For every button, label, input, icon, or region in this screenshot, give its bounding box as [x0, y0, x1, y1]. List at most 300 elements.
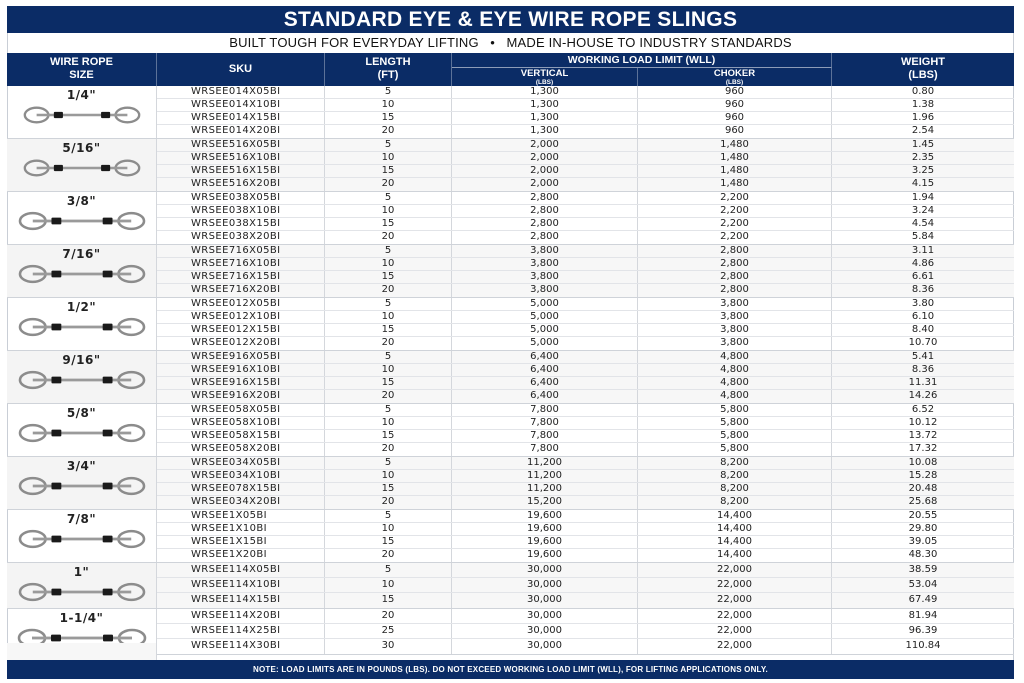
vertical-wll-cell: 3,800 [452, 258, 638, 270]
length-cell: 20 [325, 549, 452, 562]
weight-cell: 4.86 [911, 258, 935, 269]
vertical-wll-cell: 5,000 [452, 311, 638, 323]
weight-cell: 1.94 [911, 192, 935, 203]
vertical-wll-cell: 3,800 [452, 271, 638, 283]
header-size-line1: WIRE ROPE [50, 56, 113, 68]
table-row [157, 404, 1014, 417]
sku-cell: WRSEE114X30BI [157, 639, 325, 654]
choker-wll-cell: 2,200 [638, 218, 832, 230]
weight-cell: 1.38 [911, 99, 935, 110]
choker-wll-cell: 4,800 [638, 390, 832, 403]
header-vertical-unit: (LBS) [535, 79, 554, 86]
vertical-wll-cell: 3,800 [452, 284, 638, 297]
table-row [157, 457, 1014, 470]
vertical-wll-cell: 1,300 [452, 86, 638, 98]
weight-cell: 8.36 [911, 284, 935, 295]
length-cell: 10 [325, 311, 452, 323]
size-group [7, 298, 1014, 351]
vertical-wll-cell: 30,000 [452, 639, 638, 654]
table-row [157, 125, 1014, 138]
sku-cell: WRSEE014X10BI [157, 99, 325, 111]
choker-wll-cell: 5,800 [638, 430, 832, 442]
weight-cell: 96.39 [908, 625, 938, 636]
length-cell: 10 [325, 417, 452, 429]
length-cell: 20 [325, 390, 452, 403]
table-row [157, 609, 1014, 624]
wire-rope-sling-icon [18, 422, 146, 444]
vertical-wll-cell: 30,000 [452, 593, 638, 608]
weight-cell: 0.80 [911, 86, 935, 97]
weight-cell: 8.36 [911, 364, 935, 375]
size-group [7, 86, 1014, 139]
choker-wll-cell: 3,800 [638, 324, 832, 336]
length-cell: 25 [325, 624, 452, 638]
choker-wll-cell: 2,200 [638, 192, 832, 204]
table-row [157, 563, 1014, 578]
sku-cell: WRSEE034X10BI [157, 470, 325, 482]
choker-wll-cell: 22,000 [638, 609, 832, 623]
vertical-wll-cell: 2,000 [452, 139, 638, 151]
table-row [157, 578, 1014, 593]
sku-cell: WRSEE916X10BI [157, 364, 325, 376]
sku-cell: WRSEE012X20BI [157, 337, 325, 350]
choker-wll-cell: 5,800 [638, 417, 832, 429]
header-length [325, 53, 452, 86]
weight-cell: 6.10 [911, 311, 935, 322]
header-length-line2: (FT) [377, 69, 399, 81]
size-label: 3/8" [66, 194, 97, 208]
table-row [157, 351, 1014, 364]
header-weight-line1: WEIGHT [901, 56, 945, 68]
size-group [7, 192, 1014, 245]
sku-cell: WRSEE058X15BI [157, 430, 325, 442]
table-row [157, 298, 1014, 311]
vertical-wll-cell: 5,000 [452, 324, 638, 336]
table-row [157, 178, 1014, 191]
choker-wll-cell: 8,200 [638, 496, 832, 509]
sku-cell: WRSEE014X15BI [157, 112, 325, 124]
table-row [157, 86, 1014, 99]
table-row [157, 112, 1014, 125]
choker-wll-cell: 4,800 [638, 351, 832, 363]
vertical-wll-cell: 30,000 [452, 624, 638, 638]
weight-cell: 17.32 [908, 443, 938, 454]
choker-wll-cell: 2,800 [638, 258, 832, 270]
table-row [157, 549, 1014, 562]
vertical-wll-cell: 19,600 [452, 549, 638, 562]
table-row [157, 377, 1014, 390]
sku-cell: WRSEE916X20BI [157, 390, 325, 403]
sku-cell: WRSEE114X10BI [157, 578, 325, 592]
vertical-wll-cell: 11,200 [452, 483, 638, 495]
size-group [7, 510, 1014, 563]
length-cell: 15 [325, 324, 452, 336]
vertical-wll-cell: 1,300 [452, 112, 638, 124]
table-row [157, 258, 1014, 271]
weight-cell: 6.52 [911, 404, 935, 415]
choker-wll-cell: 960 [638, 125, 832, 138]
choker-wll-cell: 22,000 [638, 593, 832, 608]
subtitle-separator: • [490, 35, 496, 50]
length-cell: 20 [325, 284, 452, 297]
sku-cell: WRSEE1X10BI [157, 523, 325, 535]
vertical-wll-cell: 7,800 [452, 404, 638, 416]
header-sku-label: SKU [228, 63, 253, 75]
vertical-wll-cell: 1,300 [452, 125, 638, 138]
weight-cell: 3.80 [911, 298, 935, 309]
table-row [157, 139, 1014, 152]
choker-wll-cell: 14,400 [638, 510, 832, 522]
length-cell: 20 [325, 125, 452, 138]
subtitle [7, 33, 1014, 53]
length-cell: 10 [325, 523, 452, 535]
vertical-wll-cell: 15,200 [452, 496, 638, 509]
size-cell [7, 245, 157, 297]
weight-cell: 20.55 [908, 510, 938, 521]
size-label: 3/4" [66, 459, 97, 473]
weight-cell: 20.48 [908, 483, 938, 494]
choker-wll-cell: 2,200 [638, 205, 832, 217]
weight-cell: 10.08 [908, 457, 938, 468]
choker-wll-cell: 2,200 [638, 231, 832, 244]
table-row [157, 165, 1014, 178]
weight-cell: 2.54 [911, 125, 935, 136]
header-weight [832, 53, 1014, 86]
vertical-wll-cell: 2,800 [452, 205, 638, 217]
table-row [157, 390, 1014, 403]
sku-cell: WRSEE014X20BI [157, 125, 325, 138]
length-cell: 15 [325, 377, 452, 389]
sku-cell: WRSEE078X15BI [157, 483, 325, 495]
sku-cell: WRSEE114X15BI [157, 593, 325, 608]
table-row [157, 536, 1014, 549]
size-group [7, 563, 1014, 609]
wire-rope-sling-icon [18, 581, 146, 603]
sku-cell: WRSEE038X05BI [157, 192, 325, 204]
choker-wll-cell: 22,000 [638, 563, 832, 577]
length-cell: 5 [325, 298, 452, 310]
length-cell: 20 [325, 178, 452, 191]
length-cell: 15 [325, 593, 452, 608]
table-row [157, 364, 1014, 377]
weight-cell: 15.28 [908, 470, 938, 481]
weight-cell: 6.61 [911, 271, 935, 282]
sku-cell: WRSEE012X05BI [157, 298, 325, 310]
size-cell [7, 139, 157, 191]
sku-cell: WRSEE114X05BI [157, 563, 325, 577]
vertical-wll-cell: 2,800 [452, 231, 638, 244]
weight-cell: 3.25 [911, 165, 935, 176]
sku-cell: WRSEE1X20BI [157, 549, 325, 562]
header-choker [638, 68, 832, 86]
size-cell [7, 298, 157, 350]
sku-cell: WRSEE114X20BI [157, 609, 325, 623]
size-label: 7/8" [66, 512, 97, 526]
size-cell [7, 510, 157, 562]
length-cell: 15 [325, 430, 452, 442]
choker-wll-cell: 960 [638, 86, 832, 98]
table-row [157, 496, 1014, 509]
choker-wll-cell: 1,480 [638, 165, 832, 177]
header-sku [157, 53, 325, 86]
table-row [157, 523, 1014, 536]
length-cell: 5 [325, 245, 452, 257]
weight-cell: 39.05 [908, 536, 938, 547]
sku-cell: WRSEE038X10BI [157, 205, 325, 217]
sku-cell: WRSEE014X05BI [157, 86, 325, 98]
weight-cell: 3.11 [911, 245, 935, 256]
length-cell: 10 [325, 578, 452, 592]
table-row [157, 284, 1014, 297]
weight-cell: 53.04 [908, 579, 938, 590]
header-vertical-label: VERTICAL [520, 68, 569, 79]
vertical-wll-cell: 30,000 [452, 609, 638, 623]
choker-wll-cell: 14,400 [638, 523, 832, 535]
choker-wll-cell: 3,800 [638, 311, 832, 323]
vertical-wll-cell: 2,000 [452, 165, 638, 177]
table-row [157, 417, 1014, 430]
table-row [157, 245, 1014, 258]
length-cell: 15 [325, 536, 452, 548]
sku-cell: WRSEE1X05BI [157, 510, 325, 522]
length-cell: 20 [325, 231, 452, 244]
header-working-load-limit: WORKING LOAD LIMIT (WLL) [452, 53, 832, 68]
vertical-wll-cell: 2,800 [452, 192, 638, 204]
sku-cell: WRSEE516X20BI [157, 178, 325, 191]
length-cell: 10 [325, 152, 452, 164]
size-label: 9/16" [62, 353, 101, 367]
vertical-wll-cell: 7,800 [452, 417, 638, 429]
size-cell [7, 563, 157, 608]
vertical-wll-cell: 19,600 [452, 536, 638, 548]
choker-wll-cell: 5,800 [638, 404, 832, 416]
weight-cell: 10.12 [908, 417, 938, 428]
choker-wll-cell: 3,800 [638, 298, 832, 310]
sku-cell: WRSEE716X10BI [157, 258, 325, 270]
weight-cell: 5.84 [911, 231, 935, 242]
sku-cell: WRSEE716X20BI [157, 284, 325, 297]
weight-cell: 81.94 [908, 610, 938, 621]
header-choker-label: CHOKER [713, 68, 756, 79]
choker-wll-cell: 22,000 [638, 624, 832, 638]
subtitle-right: MADE IN-HOUSE TO INDUSTRY STANDARDS [506, 35, 792, 50]
table-row [157, 593, 1014, 608]
weight-cell: 14.26 [908, 390, 938, 401]
length-cell: 10 [325, 205, 452, 217]
vertical-wll-cell: 6,400 [452, 377, 638, 389]
length-cell: 15 [325, 271, 452, 283]
weight-cell: 10.70 [908, 337, 938, 348]
choker-wll-cell: 8,200 [638, 457, 832, 469]
size-group [7, 139, 1014, 192]
length-cell: 20 [325, 609, 452, 623]
page-title: STANDARD EYE & EYE WIRE ROPE SLINGS [7, 6, 1014, 33]
weight-cell: 67.49 [908, 594, 938, 605]
header-wire-rope-size [7, 53, 157, 86]
choker-wll-cell: 1,480 [638, 139, 832, 151]
header-length-line1: LENGTH [365, 56, 411, 68]
size-group [7, 351, 1014, 404]
table-row [157, 205, 1014, 218]
size-label: 5/16" [62, 141, 101, 155]
choker-wll-cell: 22,000 [638, 639, 832, 654]
length-cell: 15 [325, 483, 452, 495]
table-row [157, 99, 1014, 112]
weight-cell: 13.72 [908, 430, 938, 441]
sku-cell: WRSEE716X05BI [157, 245, 325, 257]
wire-rope-sling-icon [18, 316, 146, 338]
weight-cell: 1.96 [911, 112, 935, 123]
table-row [157, 271, 1014, 284]
wire-rope-sling-icon [18, 210, 146, 232]
vertical-wll-cell: 30,000 [452, 578, 638, 592]
weight-cell: 2.35 [911, 152, 935, 163]
table-row [157, 231, 1014, 244]
size-group [7, 457, 1014, 510]
table-spacer [7, 643, 1014, 660]
wire-rope-sling-icon [18, 528, 146, 550]
vertical-wll-cell: 2,000 [452, 178, 638, 191]
vertical-wll-cell: 2,000 [452, 152, 638, 164]
table-row [157, 430, 1014, 443]
weight-cell: 11.31 [908, 377, 938, 388]
length-cell: 20 [325, 443, 452, 456]
wire-rope-sling-icon [23, 157, 141, 179]
size-group [7, 245, 1014, 298]
length-cell: 5 [325, 139, 452, 151]
choker-wll-cell: 8,200 [638, 483, 832, 495]
sku-cell: WRSEE012X10BI [157, 311, 325, 323]
vertical-wll-cell: 5,000 [452, 298, 638, 310]
length-cell: 10 [325, 470, 452, 482]
size-label: 1" [73, 565, 90, 579]
sku-cell: WRSEE516X05BI [157, 139, 325, 151]
vertical-wll-cell: 3,800 [452, 245, 638, 257]
sku-cell: WRSEE038X15BI [157, 218, 325, 230]
weight-cell: 5.41 [911, 351, 935, 362]
length-cell: 30 [325, 639, 452, 654]
vertical-wll-cell: 7,800 [452, 430, 638, 442]
size-cell [7, 86, 157, 138]
table-row [157, 470, 1014, 483]
choker-wll-cell: 2,800 [638, 271, 832, 283]
sku-cell: WRSEE058X10BI [157, 417, 325, 429]
table-row [157, 337, 1014, 350]
sku-cell: WRSEE716X15BI [157, 271, 325, 283]
choker-wll-cell: 8,200 [638, 470, 832, 482]
length-cell: 10 [325, 364, 452, 376]
weight-cell: 29.80 [908, 523, 938, 534]
sku-cell: WRSEE916X15BI [157, 377, 325, 389]
length-cell: 10 [325, 258, 452, 270]
choker-wll-cell: 960 [638, 99, 832, 111]
table-row [157, 483, 1014, 496]
size-label: 1/2" [66, 300, 97, 314]
choker-wll-cell: 3,800 [638, 337, 832, 350]
length-cell: 5 [325, 563, 452, 577]
table-row [157, 192, 1014, 205]
choker-wll-cell: 2,800 [638, 284, 832, 297]
length-cell: 5 [325, 351, 452, 363]
vertical-wll-cell: 2,800 [452, 218, 638, 230]
choker-wll-cell: 2,800 [638, 245, 832, 257]
choker-wll-cell: 4,800 [638, 364, 832, 376]
sling-table [7, 86, 1014, 655]
vertical-wll-cell: 6,400 [452, 364, 638, 376]
choker-wll-cell: 1,480 [638, 152, 832, 164]
length-cell: 15 [325, 112, 452, 124]
length-cell: 15 [325, 218, 452, 230]
weight-cell: 38.59 [908, 564, 938, 575]
sku-cell: WRSEE516X15BI [157, 165, 325, 177]
wire-rope-sling-icon [18, 263, 146, 285]
length-cell: 15 [325, 165, 452, 177]
vertical-wll-cell: 11,200 [452, 470, 638, 482]
weight-cell: 110.84 [905, 640, 941, 651]
choker-wll-cell: 4,800 [638, 377, 832, 389]
weight-cell: 4.15 [911, 178, 935, 189]
length-cell: 5 [325, 457, 452, 469]
table-row [157, 324, 1014, 337]
sku-cell: WRSEE034X05BI [157, 457, 325, 469]
table-row [157, 443, 1014, 456]
footer-note: NOTE: LOAD LIMITS ARE IN POUNDS (LBS). DO NOT EXCEED WORKING LOAD LIMIT (WLL), FOR LIFTING APPLICATIONS ONLY. [7, 660, 1014, 679]
length-cell: 5 [325, 510, 452, 522]
wire-rope-sling-icon [18, 475, 146, 497]
size-cell [7, 192, 157, 244]
wire-rope-sling-icon [23, 104, 141, 126]
choker-wll-cell: 1,480 [638, 178, 832, 191]
choker-wll-cell: 960 [638, 112, 832, 124]
vertical-wll-cell: 1,300 [452, 99, 638, 111]
table-row [157, 218, 1014, 231]
weight-cell: 3.24 [911, 205, 935, 216]
table-row [157, 311, 1014, 324]
length-cell: 10 [325, 99, 452, 111]
sku-cell: WRSEE516X10BI [157, 152, 325, 164]
weight-cell: 48.30 [908, 549, 938, 560]
weight-cell: 1.45 [911, 139, 935, 150]
size-cell [7, 404, 157, 456]
table-row [157, 624, 1014, 639]
vertical-wll-cell: 6,400 [452, 390, 638, 403]
vertical-wll-cell: 19,600 [452, 523, 638, 535]
header-size-line2: SIZE [69, 69, 94, 81]
vertical-wll-cell: 30,000 [452, 563, 638, 577]
header-weight-line2: (LBS) [908, 69, 938, 81]
sku-cell: WRSEE058X05BI [157, 404, 325, 416]
table-row [157, 510, 1014, 523]
choker-wll-cell: 5,800 [638, 443, 832, 456]
weight-cell: 25.68 [908, 496, 938, 507]
sku-cell: WRSEE034X20BI [157, 496, 325, 509]
size-cell [7, 351, 157, 403]
weight-cell: 4.54 [911, 218, 935, 229]
header-vertical [452, 68, 638, 86]
vertical-wll-cell: 5,000 [452, 337, 638, 350]
sku-cell: WRSEE058X20BI [157, 443, 325, 456]
length-cell: 5 [325, 192, 452, 204]
vertical-wll-cell: 11,200 [452, 457, 638, 469]
sku-cell: WRSEE114X25BI [157, 624, 325, 638]
vertical-wll-cell: 7,800 [452, 443, 638, 456]
sku-cell: WRSEE1X15BI [157, 536, 325, 548]
table-row [157, 152, 1014, 165]
size-label: 5/8" [66, 406, 97, 420]
choker-wll-cell: 14,400 [638, 536, 832, 548]
subtitle-left: BUILT TOUGH FOR EVERYDAY LIFTING [229, 35, 479, 50]
choker-wll-cell: 22,000 [638, 578, 832, 592]
